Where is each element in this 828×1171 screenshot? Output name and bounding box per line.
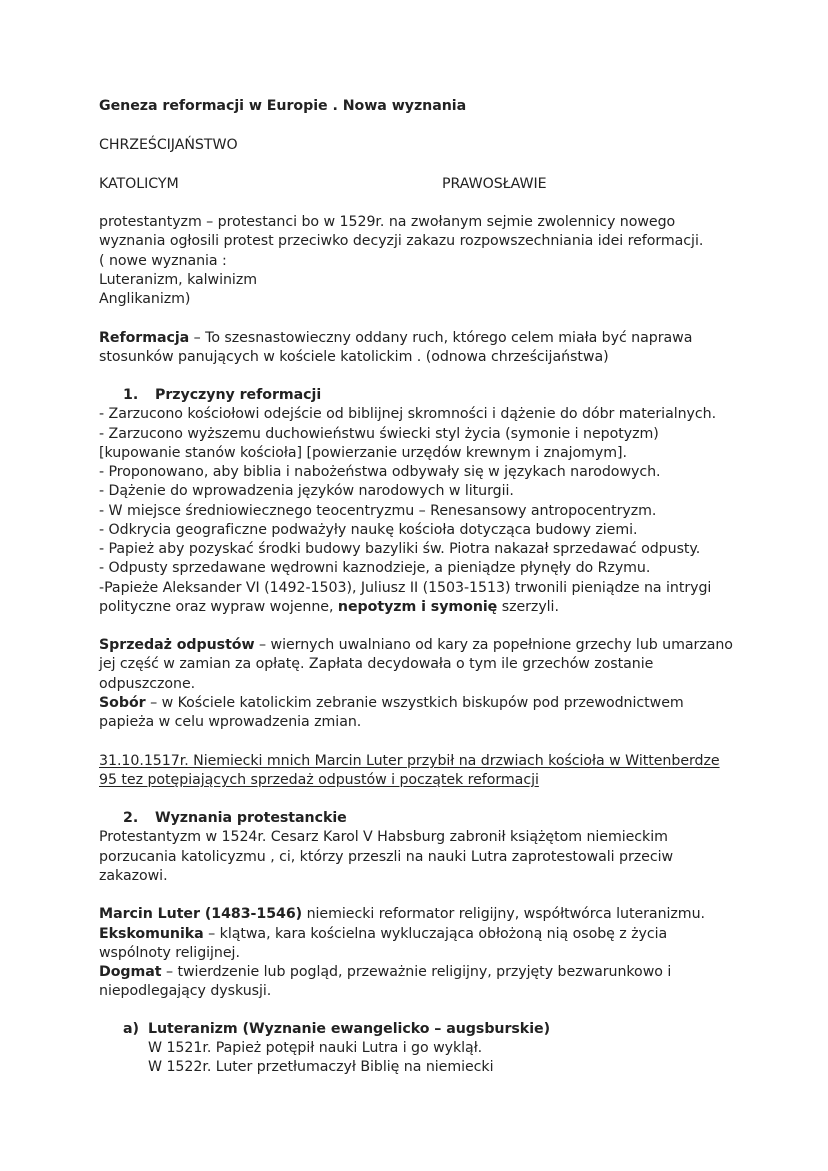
lutheranism-line: W 1521r. Papież potępił nauki Lutra i go wyklął. <box>148 1040 483 1056</box>
excommunication-text: – klątwa, kara kościelna wykluczająca obłożoną nią osobę z życia <box>203 926 668 942</box>
reformation-definition-line-2: stosunków panujących w kościele katolickim . (odnowa chrześcijaństwa) <box>99 349 609 365</box>
cause-line: -Papieże Aleksander VI (1492-1503), Juliusz II (1503-1513) trwonili pieniądze na intrygi <box>99 580 712 596</box>
cause-line: - Zarzucono wyższemu duchowieństwu świecki styl życia (symonie i nepotyzm) <box>99 426 659 442</box>
council-definition <box>99 694 684 714</box>
heading-christianity: CHRZEŚCIJAŃSTWO <box>99 137 238 153</box>
section-1-number: 1. <box>123 387 139 403</box>
document-title: Geneza reformacji w Europie . Nowa wyznania <box>99 98 467 114</box>
protestantism-line-2: wyznania ogłosili protest przeciwko decyzji zakazu rozpowszechniania idei reformacji. <box>99 233 704 249</box>
cause-line: - Papież aby pozyskać środki budowy bazyliki św. Piotra nakazał sprzedawać odpusty. <box>99 541 701 557</box>
luther-theses-line-2: 95 tez potępiających sprzedaż odpustów i początek reformacji <box>99 772 539 788</box>
cause-line: - W miejsce średniowiecznego teocentryzmu – Renesansowy antropocentryzm. <box>99 503 657 519</box>
protestantism-line-4: Luteranizm, kalwinizm <box>99 272 257 288</box>
dogma-term: Dogmat <box>99 964 162 980</box>
section-2-title: Wyznania protestanckie <box>155 810 347 826</box>
luther-theses-line-1: 31.10.1517r. Niemiecki mnich Marcin Luter przybił na drzwiach kościoła w Wittenberdze <box>99 753 720 769</box>
protestantism-line-1: protestantyzm – protestanci bo w 1529r. na zwołanym sejmie zwolennicy nowego <box>99 214 676 230</box>
cause-last-bold: nepotyzm i symonię <box>337 599 498 615</box>
indulgences-line-2: jej część w zamian za opłatę. Zapłata decydowała o tym ile grzechów zostanie <box>99 656 654 672</box>
reformation-term: Reformacja <box>99 330 190 346</box>
section-a-label: a) <box>123 1021 139 1037</box>
excommunication-definition <box>99 925 667 945</box>
protestantism-line-3: ( nowe wyznania : <box>99 253 227 269</box>
section-2-number: 2. <box>123 810 139 826</box>
cause-line: - Proponowano, aby biblia i nabożeństwa odbywały się w językach narodowych. <box>99 464 661 480</box>
section-2-heading <box>123 809 347 829</box>
protestantism-line-5: Anglikanizm) <box>99 291 191 307</box>
cause-last-start: polityczne oraz wypraw wojenne, <box>99 599 338 615</box>
reformation-definition <box>99 329 692 349</box>
indulgences-term: Sprzedaż odpustów <box>99 637 255 653</box>
luter-text: niemiecki reformator religijny, współtwórca luteranizmu. <box>302 906 705 922</box>
section-1-heading <box>123 386 321 406</box>
council-term: Sobór <box>99 695 146 711</box>
luter-definition <box>99 905 705 925</box>
branch-orthodoxy: PRAWOSŁAWIE <box>442 176 547 192</box>
section-a-heading <box>123 1020 550 1040</box>
indulgences-line-3: odpuszczone. <box>99 676 196 692</box>
cause-line: - Odkrycia geograficzne podważyły naukę kościoła dotycząca budowy ziemi. <box>99 522 638 538</box>
excommunication-term: Ekskomunika <box>99 926 204 942</box>
branch-catholicism: KATOLICYM <box>99 176 179 192</box>
indulgences-definition <box>99 636 733 656</box>
dogma-definition <box>99 963 671 983</box>
excommunication-line-2: wspólnoty religijnej. <box>99 945 240 961</box>
section-2-line: Protestantyzm w 1524r. Cesarz Karol V Habsburg zabronił książętom niemieckim <box>99 829 668 845</box>
cause-line: - Zarzucono kościołowi odejście od biblijnej skromności i dążenie do dóbr materialnych. <box>99 406 717 422</box>
lutheranism-line: W 1522r. Luter przetłumaczył Biblię na niemiecki <box>148 1059 494 1075</box>
cause-line-last <box>99 598 559 618</box>
council-line-2: papieża w celu wprowadzenia zmian. <box>99 714 362 730</box>
reformation-definition-text: – To szesnastowieczny oddany ruch, którego celem miała być naprawa <box>189 330 693 346</box>
luter-term: Marcin Luter (1483-1546) <box>99 906 303 922</box>
cause-line: [kupowanie stanów kościoła] [powierzanie urzędów krewnym i znajomym]. <box>99 445 627 461</box>
dogma-text: – twierdzenie lub pogląd, przeważnie religijny, przyjęty bezwarunkowo i <box>161 964 672 980</box>
section-1-title: Przyczyny reformacji <box>155 387 322 403</box>
council-text: – w Kościele katolickim zebranie wszystkich biskupów pod przewodnictwem <box>145 695 684 711</box>
dogma-line-2: niepodlegający dyskusji. <box>99 983 272 999</box>
section-a-title: Luteranizm (Wyznanie ewangelicko – augsburskie) <box>148 1021 551 1037</box>
section-2-line: zakazowi. <box>99 868 168 884</box>
cause-line: - Odpusty sprzedawane wędrowni kaznodzieje, a pieniądze płynęły do Rzymu. <box>99 560 651 576</box>
indulgences-text: – wiernych uwalniano od kary za popełnione grzechy lub umarzano <box>254 637 733 653</box>
cause-last-end: szerzyli. <box>497 599 559 615</box>
cause-line: - Dążenie do wprowadzenia języków narodowych w liturgii. <box>99 483 514 499</box>
section-2-line: porzucania katolicyzmu , ci, którzy przeszli na nauki Lutra zaprotestowali przeciw <box>99 849 674 865</box>
